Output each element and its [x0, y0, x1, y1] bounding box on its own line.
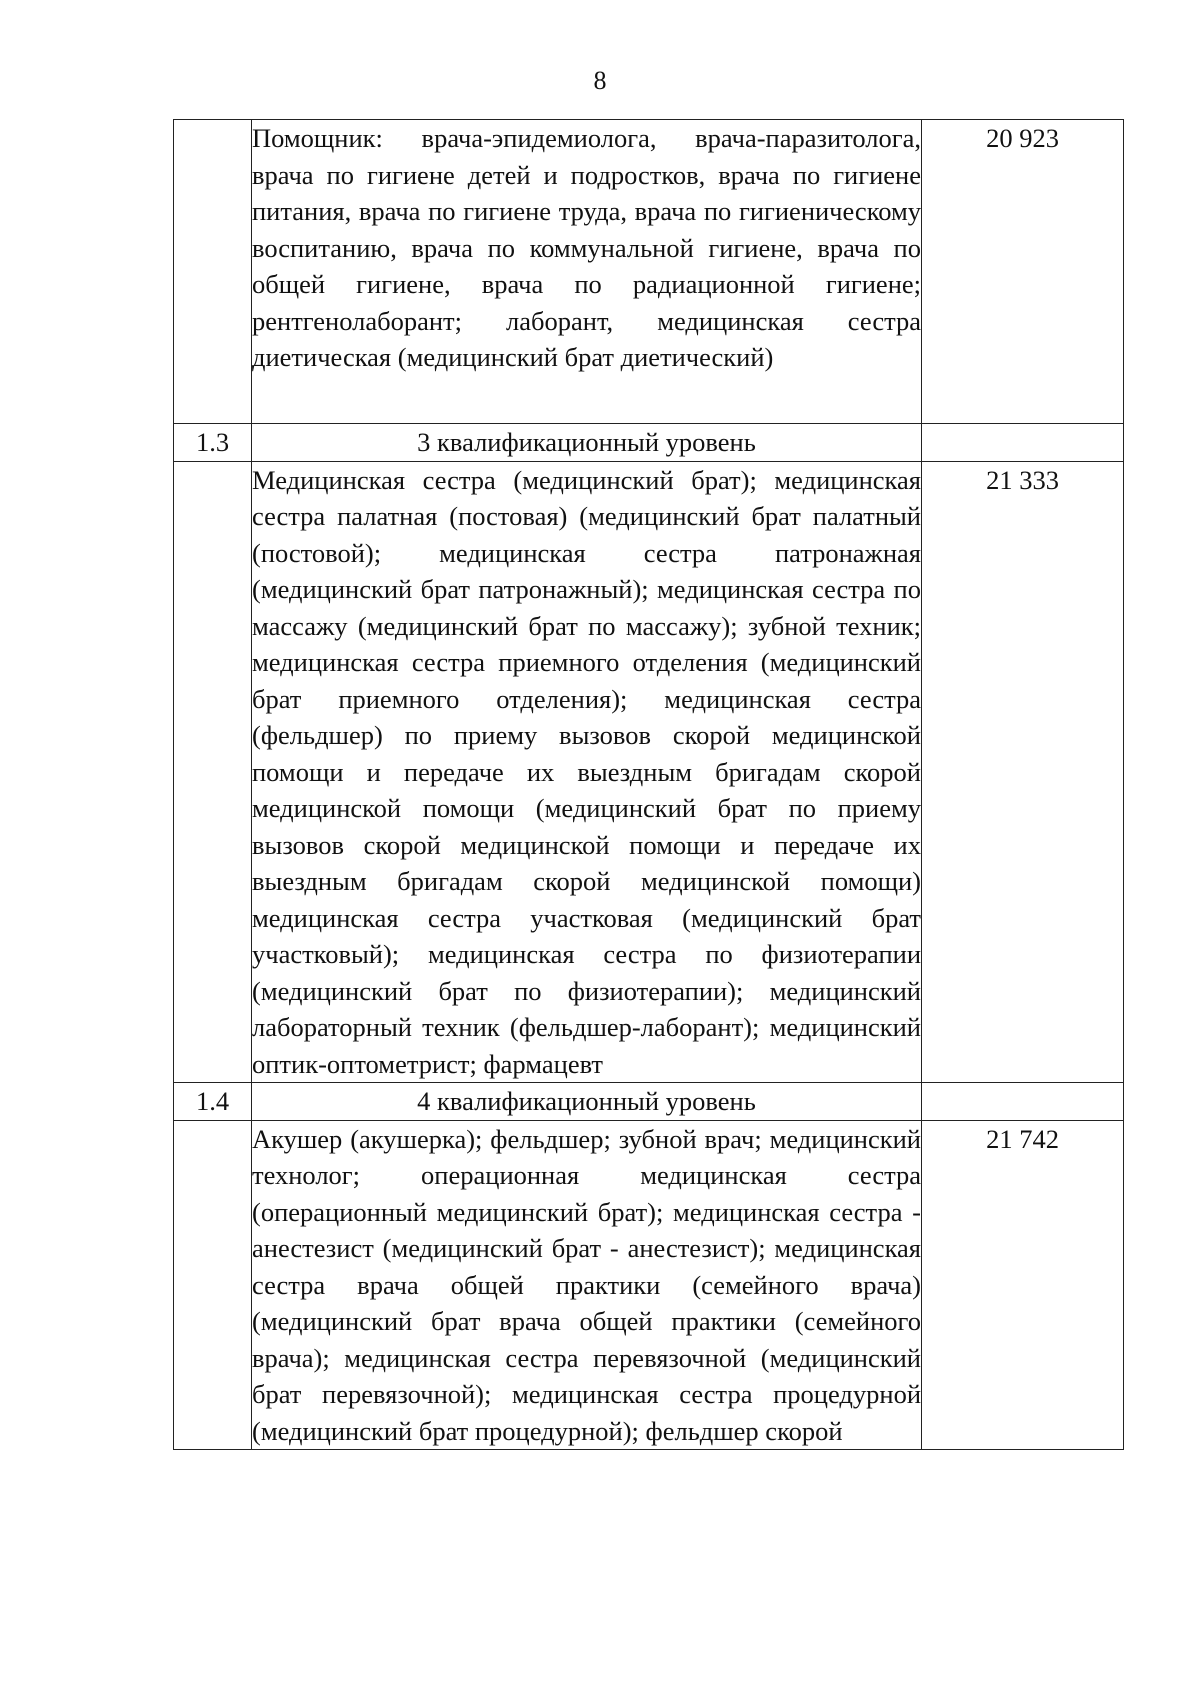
salary-value: 21 742 [922, 1120, 1124, 1450]
table-row [174, 461, 1124, 1083]
position-description [252, 461, 922, 1083]
table-row [174, 1083, 1124, 1121]
salary-value: 21 333 [922, 461, 1124, 1083]
salary-table [173, 119, 1124, 1450]
row-number-cell [174, 120, 252, 424]
position-text: Помощник: врача-эпидемиолога, врача-паразитолога, врача по гигиене детей и подростков, врача по гигиене питания, врача по гигиене труда, врача по гигиеническому воспитанию, врача по коммунальной гигиене, врача по общей гигиене, врача по радиационной гигиене; рентгенолаборант; лаборант, медицинская сестра диетическая (медицинский брат диетический) [252, 123, 921, 372]
position-description [252, 1120, 922, 1450]
row-number-cell-empty [174, 461, 252, 1083]
qualification-level-heading: 4 квалификационный уровень [252, 1083, 922, 1121]
table-row [174, 424, 1124, 462]
position-text: Акушер (акушерка); фельдшер; зубной врач; медицинский технолог; операционная медицинская сестра (операционный медицинский брат); медицинская сестра - анестезист (медицинский брат - анестезист); медицинская сестра врача общей практики (семейного врача) (медицинский брат врача общей практики (семейного врача); медицинская сестра перевязочной (медицинский брат перевязочной); медицинская сестра процедурной (медицинский брат процедурной); фельдшер скорой [252, 1123, 921, 1446]
row-number-cell: 1.4 [174, 1083, 252, 1121]
salary-value-empty [922, 1083, 1124, 1121]
qualification-level-heading: 3 квалификационный уровень [252, 424, 922, 462]
row-number-cell-empty [174, 1120, 252, 1450]
page-number: 8 [593, 66, 607, 95]
salary-value: 20 923 [922, 120, 1124, 424]
position-description [252, 120, 922, 424]
table-row [174, 1120, 1124, 1450]
position-text: Медицинская сестра (медицинский брат); медицинская сестра палатная (постовая) (медицинский брат палатный (постовой); медицинская сестра патронажная (медицинский брат патронажный); медицинская сестра по массажу (медицинский брат по массажу); зубной техник; медицинская сестра приемного отделения (медицинский брат приемного отделения); медицинская сестра (фельдшер) по приему вызовов скорой медицинской помощи и передаче их выездным бригадам скорой медицинской помощи (медицинский брат по приему вызовов скорой медицинской помощи и передаче их выездным бригадам скорой медицинской помощи) медицинская сестра участковая (медицинский брат участковый); медицинская сестра по физиотерапии (медицинский брат по физиотерапии); медицинский лабораторный техник (фельдшер-лаборант); медицинский оптик-оптометрист; фармацевт [252, 464, 921, 1079]
row-number-cell: 1.3 [174, 424, 252, 462]
table-row [174, 120, 1124, 424]
salary-value-empty [922, 424, 1124, 462]
